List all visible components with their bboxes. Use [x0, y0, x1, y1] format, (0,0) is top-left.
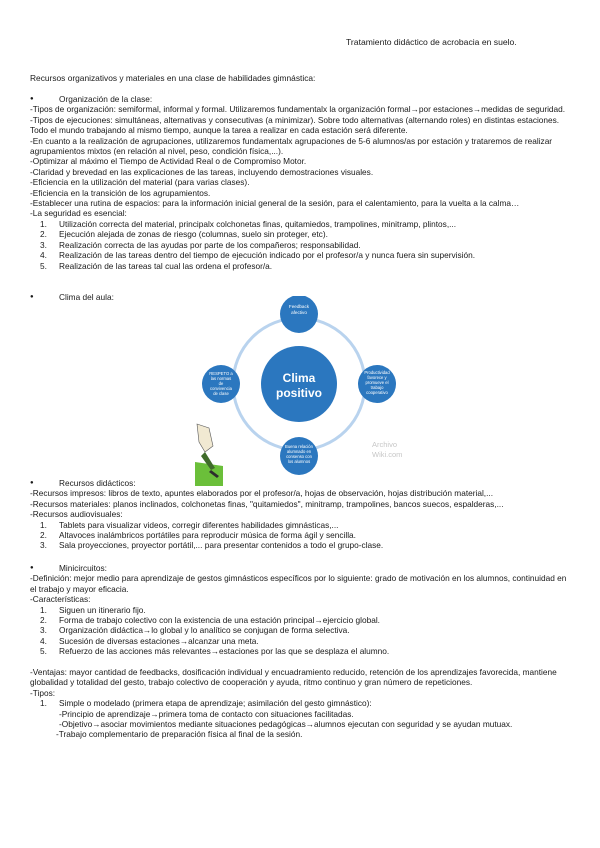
node-right-text: trabajo — [370, 385, 384, 390]
node-top-text: afectivo — [291, 310, 307, 315]
section-heading-organizacion: ● Organización de la clase: — [30, 94, 575, 104]
list-item: 1. Siguen un itinerario fijo. — [40, 604, 146, 615]
org-line-rutina: -Establecer una rutina de espacios: para la información inicial general de la sesión, para el calentamiento, para la vuelta a la calma… — [30, 198, 520, 209]
node-left-text: convivencia — [210, 386, 232, 391]
node-bottom-text: alumnado en — [286, 449, 312, 454]
node-right-text: promueve el — [365, 380, 389, 385]
didacticos-line-audiovisuales: -Recursos audiovisuales: — [30, 509, 123, 520]
section-heading-didacticos: ● Recursos didácticos: — [30, 478, 575, 488]
list-item: 4. Sucesión de diversas estaciones→alcanzar una meta. — [40, 635, 259, 646]
caracteristicas-list — [30, 605, 575, 657]
image-watermark: Archivo Wiki.com — [372, 440, 403, 459]
org-line-transicion: -Eficiencia en la transición de los agrupamientos. — [30, 187, 211, 198]
student-illustration — [195, 422, 223, 486]
org-line-tipos-ejecuciones: -Tipos de ejecuciones: simultáneas, alternativas y consecutivas (a minimizar). Sobre todo alternativas (alternando roles) en distintas estaciones. Todo el mundo trabajando al mismo tiempo, aunque la tarea a realizar en cada estación será diferente. — [30, 114, 560, 136]
section-heading-clima: ● Clima del aula: — [30, 292, 575, 302]
node-right-text: cooperativo — [366, 390, 388, 395]
section-didacticos — [30, 478, 575, 551]
minicircuitos-definicion: -Definición: mejor medio para aprendizaje de gestos gimnásticos específicos por lo siguiente: grado de motivación en los alumnos, continuidad en el trabajo y mayor eficacia. — [30, 573, 567, 594]
org-line-material: -Eficiencia en la utilización del material (para varias clases). — [30, 177, 250, 188]
audiovisual-list — [30, 520, 575, 551]
section-heading-minicircuitos: ● Minicircuitos: — [30, 563, 575, 573]
list-item: 2. Altavoces inalámbricos portátiles para reproducir música de forma ágil y sencilla. — [40, 530, 356, 541]
safety-list — [30, 219, 575, 271]
node-left-text: RESPETO a — [209, 371, 233, 376]
node-left-text: de — [218, 381, 224, 386]
node-right-text: favorece y — [367, 375, 387, 380]
list-item: 5. Refuerzo de las acciones más relevantes→estaciones por las que se desplaza el alumno. — [40, 646, 390, 657]
list-item: 3. Organización didáctica→lo global y lo analítico se conjugan de forma selectiva. — [40, 625, 350, 636]
list-item: 1. Utilización correcta del material, principalx colchonetas finas, quitamiedos, trampolines, minitramp, plintos,... — [40, 218, 457, 229]
center-label-1: Clima — [282, 371, 316, 385]
center-label-2: positivo — [275, 386, 323, 400]
tipos-list — [30, 698, 575, 708]
org-line-agrupaciones: -En cuanto a la realización de agrupaciones, utilizaremos fundamentalx agrupaciones de 5-6 alumnos/as por estación y trataremos de realizar agrupamientos mixtos (en relación al nivel, peso, condición física,...). — [30, 135, 553, 157]
list-item: 4. Realización de las tareas dentro del tiempo de ejecución indicado por el profesor/a y nunca fuera sin supervisión. — [40, 250, 476, 261]
list-item: 1. Simple o modelado (primera etapa de aprendizaje; asimilación del gesto gimnástico): — [40, 698, 372, 709]
node-top-text: Feedback — [288, 304, 310, 309]
minicircuitos-ventajas: -Ventajas: mayor cantidad de feedbacks, dosificación individual y encuadramiento reducido, retención de los aprendizajes favorecida, mantiene globalidad y totalidad del gesto, trabajo colectivo de cooperación y ayuda, ritmo continuo y gran número de repeticiones. — [30, 667, 557, 688]
org-line-tipos-organizacion: -Tipos de organización: semiformal, informal y formal. Utilizaremos fundamentalx la organización formal→por estaciones→medidas de seguridad. — [30, 104, 566, 115]
section-minicircuitos — [30, 563, 575, 657]
node-left-text: las normas — [210, 376, 232, 381]
node-bottom-text: consenso con — [286, 454, 312, 459]
list-item: 3. Realización correcta de las ayudas por parte de los compañeros; responsabilidad. — [40, 239, 361, 250]
tipo1-line-last: -Trabajo complementario de preparación física al final de la sesión. — [56, 729, 303, 740]
list-item: 3. Sala proyecciones, proyector portátil,... para presentar contenidos a todo el grupo-clase. — [40, 540, 384, 551]
minicircuitos-tipos-heading: -Tipos: — [30, 687, 56, 698]
didacticos-line-materiales: -Recursos materiales: planos inclinados, colchonetas finas, "quitamiedos", minitramp, trampolines, bancos suecos, espalderas,... — [30, 498, 504, 509]
org-line-tiempo: -Optimizar al máximo el Tiempo de Actividad Real o de Compromiso Motor. — [30, 156, 307, 167]
node-bottom-text: Buena relación — [285, 444, 313, 449]
list-item: 1. Tablets para visualizar videos, corregir diferentes habilidades gimnásticas,... — [40, 519, 339, 530]
list-item: 2. Ejecución alejada de zonas de riesgo (columnas, suelo sin proteger, etc). — [40, 229, 328, 240]
header-title: Tratamiento didáctico de acrobacia en suelo. — [346, 37, 517, 47]
minicircuitos-caracteristicas-heading: -Características: — [30, 594, 91, 605]
document-title: Recursos organizativos y materiales en una clase de habilidades gimnástica: — [30, 73, 316, 83]
section-ventajas — [30, 667, 575, 740]
org-line-seguridad: -La seguridad es esencial: — [30, 208, 127, 219]
node-bottom-text: los alumnos — [287, 459, 311, 464]
node-left-text: de clase — [213, 391, 229, 396]
node-right-text: Productividad — [364, 370, 390, 375]
didacticos-line-impresos: -Recursos impresos: libros de texto, apuntes elaborados por el profesor/a, hojas de observación, hojas distribución material,... — [30, 488, 494, 499]
tipo1-line: -Principio de aprendizaje→primera toma de contacto con situaciones facilitadas. — [59, 708, 354, 719]
list-item: 5. Realización de las tareas tal cual las ordena el profesor/a. — [40, 260, 273, 271]
section-organizacion — [30, 94, 575, 271]
list-item: 2. Forma de trabajo colectivo con la existencia de una estación principal→ejercicio global. — [40, 615, 380, 626]
tipo1-line: -Objetivo→asociar movimientos mediante situaciones pedagógicas→alumnos ejecutan con seguridad y se ayudan mutuax. — [59, 719, 513, 730]
org-line-claridad: -Claridad y brevedad en las explicaciones de las tareas, incluyendo demostraciones visuales. — [30, 166, 374, 177]
